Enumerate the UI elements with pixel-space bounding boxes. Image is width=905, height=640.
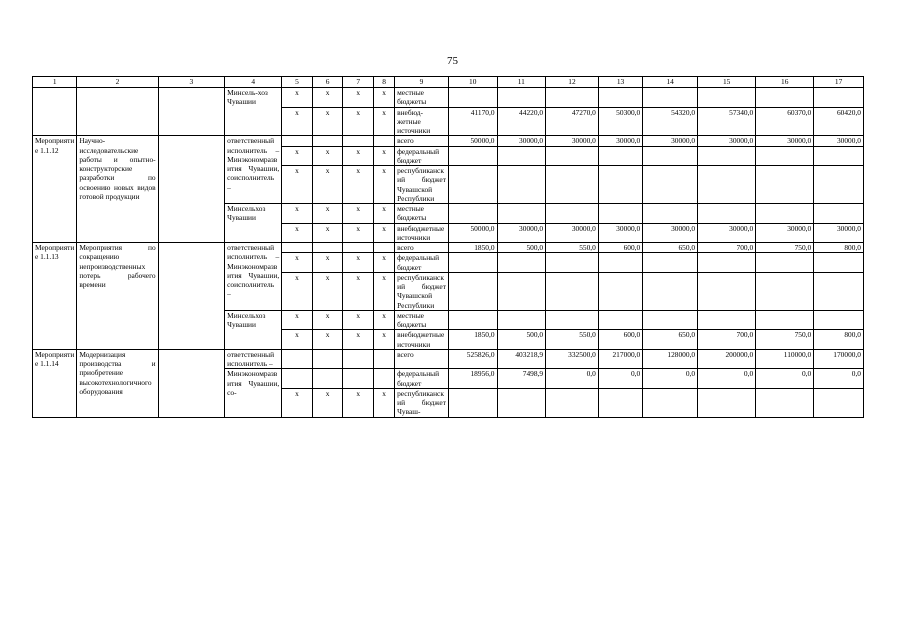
amount-cell: 500,0	[497, 330, 546, 350]
marker-cell	[282, 136, 313, 146]
amount-cell	[698, 146, 756, 166]
amount-cell: 0,0	[546, 369, 599, 389]
amount-cell: 800,0	[814, 243, 864, 253]
amount-cell: 0,0	[756, 369, 814, 389]
amount-cell: 30000,0	[756, 136, 814, 146]
marker-cell: x	[282, 272, 313, 310]
amount-cell	[756, 88, 814, 108]
event-name: Модернизация производства и приобретение высокотехнологичного оборудования	[77, 349, 158, 417]
amount-cell	[814, 204, 864, 224]
marker-cell: x	[312, 223, 343, 243]
amount-cell: 200000,0	[698, 349, 756, 369]
marker-cell: x	[374, 310, 395, 330]
amount-cell	[546, 388, 599, 417]
column-number: 15	[698, 77, 756, 88]
amount-cell	[814, 146, 864, 166]
funding-source: внебюджетные источники	[395, 330, 449, 350]
amount-cell	[643, 146, 698, 166]
amount-cell	[497, 253, 546, 273]
marker-cell	[374, 136, 395, 146]
code-cell	[33, 88, 77, 136]
event-code: Мероприятие 1.1.13	[33, 243, 77, 350]
amount-cell: 54320,0	[643, 107, 698, 136]
amount-cell	[546, 88, 599, 108]
amount-cell	[448, 88, 497, 108]
funding-source: всего	[395, 349, 449, 369]
funding-source: республиканский бюджет Чувашской Республики	[395, 272, 449, 310]
amount-cell: 30000,0	[546, 136, 599, 146]
amount-cell	[497, 88, 546, 108]
marker-cell	[374, 349, 395, 369]
amount-cell	[643, 253, 698, 273]
amount-cell	[497, 166, 546, 204]
amount-cell	[546, 272, 599, 310]
marker-cell: x	[282, 330, 313, 350]
marker-cell	[343, 243, 374, 253]
amount-cell	[598, 166, 642, 204]
amount-cell: 30000,0	[756, 223, 814, 243]
marker-cell: x	[374, 272, 395, 310]
column-number: 1	[33, 77, 77, 88]
marker-cell: x	[312, 88, 343, 108]
table-row	[33, 243, 864, 253]
column-number: 17	[814, 77, 864, 88]
amount-cell: 60420,0	[814, 107, 864, 136]
amount-cell	[698, 272, 756, 310]
column-number: 10	[448, 77, 497, 88]
marker-cell: x	[282, 204, 313, 224]
event-name: Научно-исследовательские работы и опытно-конструкторские разработки по освоению новых видов готовой продукции	[77, 136, 158, 243]
funding-source: местные бюджеты	[395, 88, 449, 108]
responsible-cell: ответственный исполнитель – Минэкономразвития Чувашии, соисполнитель –	[225, 243, 282, 311]
amount-cell: 0,0	[814, 369, 864, 389]
column-number: 7	[343, 77, 374, 88]
marker-cell: x	[343, 388, 374, 417]
marker-cell: x	[282, 107, 313, 136]
marker-cell: x	[312, 107, 343, 136]
responsible-cell: Минсельхоз Чувашии	[225, 310, 282, 349]
blank-cell	[158, 88, 225, 136]
marker-cell: x	[374, 388, 395, 417]
marker-cell: x	[374, 146, 395, 166]
amount-cell	[643, 166, 698, 204]
amount-cell	[698, 253, 756, 273]
marker-cell: x	[374, 204, 395, 224]
blank-cell	[158, 349, 225, 417]
amount-cell: 750,0	[756, 330, 814, 350]
amount-cell: 110000,0	[756, 349, 814, 369]
marker-cell: x	[312, 253, 343, 273]
amount-cell	[698, 88, 756, 108]
marker-cell: x	[343, 204, 374, 224]
marker-cell: x	[343, 330, 374, 350]
amount-cell	[756, 204, 814, 224]
amount-cell: 60370,0	[756, 107, 814, 136]
marker-cell: x	[282, 146, 313, 166]
amount-cell	[546, 310, 599, 330]
column-number: 2	[77, 77, 158, 88]
column-number: 8	[374, 77, 395, 88]
amount-cell: 217000,0	[598, 349, 642, 369]
marker-cell: x	[312, 388, 343, 417]
amount-cell: 550,0	[546, 330, 599, 350]
column-number: 6	[312, 77, 343, 88]
amount-cell	[448, 272, 497, 310]
marker-cell: x	[343, 253, 374, 273]
amount-cell	[497, 272, 546, 310]
marker-cell: x	[343, 223, 374, 243]
amount-cell: 700,0	[698, 330, 756, 350]
amount-cell	[598, 272, 642, 310]
event-name: Мероприятия по сокращению непроизводственных потерь рабочего времени	[77, 243, 158, 350]
amount-cell: 50000,0	[448, 223, 497, 243]
marker-cell	[343, 349, 374, 369]
amount-cell	[814, 272, 864, 310]
header-row	[33, 77, 864, 88]
funding-source: федеральный бюджет	[395, 146, 449, 166]
column-number: 14	[643, 77, 698, 88]
amount-cell	[756, 310, 814, 330]
column-number: 5	[282, 77, 313, 88]
amount-cell: 650,0	[643, 330, 698, 350]
amount-cell: 800,0	[814, 330, 864, 350]
amount-cell	[598, 310, 642, 330]
amount-cell	[546, 146, 599, 166]
amount-cell	[448, 388, 497, 417]
responsible-cell: Минсельхоз Чувашии	[225, 204, 282, 243]
marker-cell	[343, 369, 374, 389]
marker-cell: x	[343, 88, 374, 108]
marker-cell: x	[374, 223, 395, 243]
amount-cell	[698, 166, 756, 204]
amount-cell	[448, 310, 497, 330]
amount-cell	[546, 253, 599, 273]
column-number: 9	[395, 77, 449, 88]
column-number: 12	[546, 77, 599, 88]
budget-table	[32, 76, 864, 418]
amount-cell: 47270,0	[546, 107, 599, 136]
column-number: 3	[158, 77, 225, 88]
amount-cell: 50000,0	[448, 136, 497, 146]
amount-cell: 30000,0	[598, 136, 642, 146]
amount-cell	[546, 166, 599, 204]
marker-cell	[312, 369, 343, 389]
funding-source: федеральный бюджет	[395, 253, 449, 273]
amount-cell: 700,0	[698, 243, 756, 253]
marker-cell	[282, 349, 313, 369]
amount-cell: 7498,9	[497, 369, 546, 389]
amount-cell	[643, 204, 698, 224]
amount-cell: 600,0	[598, 243, 642, 253]
funding-source: республиканский бюджет Чуваш-	[395, 388, 449, 417]
amount-cell	[814, 166, 864, 204]
amount-cell	[756, 388, 814, 417]
amount-cell	[643, 310, 698, 330]
marker-cell: x	[282, 223, 313, 243]
amount-cell	[448, 204, 497, 224]
amount-cell: 30000,0	[698, 223, 756, 243]
amount-cell: 128000,0	[643, 349, 698, 369]
amount-cell	[598, 146, 642, 166]
column-number: 11	[497, 77, 546, 88]
amount-cell	[497, 310, 546, 330]
amount-cell: 41170,0	[448, 107, 497, 136]
amount-cell: 403218,9	[497, 349, 546, 369]
amount-cell: 18956,0	[448, 369, 497, 389]
marker-cell: x	[282, 310, 313, 330]
amount-cell: 30000,0	[546, 223, 599, 243]
marker-cell: x	[374, 330, 395, 350]
amount-cell: 1850,0	[448, 330, 497, 350]
amount-cell	[497, 388, 546, 417]
amount-cell: 30000,0	[814, 223, 864, 243]
amount-cell	[814, 88, 864, 108]
responsible-cell: ответственный исполнитель –	[225, 349, 282, 369]
amount-cell	[448, 146, 497, 166]
responsible-cell: Минэкономразвития Чувашии, со-	[225, 369, 282, 417]
column-number: 4	[225, 77, 282, 88]
marker-cell	[374, 369, 395, 389]
amount-cell: 57340,0	[698, 107, 756, 136]
responsible-cell: Минсель-хоз Чувашии	[225, 88, 282, 136]
blank-cell	[158, 136, 225, 243]
responsible-cell: ответственный исполнитель – Минэкономразвития Чувашии, соисполнитель –	[225, 136, 282, 204]
marker-cell: x	[374, 107, 395, 136]
amount-cell	[698, 388, 756, 417]
marker-cell: x	[312, 166, 343, 204]
blank-cell	[158, 243, 225, 350]
amount-cell: 30000,0	[643, 223, 698, 243]
marker-cell: x	[282, 388, 313, 417]
page-number: 75	[447, 55, 458, 67]
amount-cell: 525826,0	[448, 349, 497, 369]
amount-cell	[598, 388, 642, 417]
marker-cell: x	[312, 204, 343, 224]
amount-cell: 0,0	[598, 369, 642, 389]
marker-cell: x	[312, 146, 343, 166]
marker-cell	[312, 136, 343, 146]
column-number: 16	[756, 77, 814, 88]
marker-cell: x	[374, 88, 395, 108]
amount-cell: 550,0	[546, 243, 599, 253]
marker-cell: x	[312, 330, 343, 350]
amount-cell: 332500,0	[546, 349, 599, 369]
funding-source: всего	[395, 243, 449, 253]
amount-cell	[643, 388, 698, 417]
marker-cell: x	[312, 272, 343, 310]
marker-cell: x	[343, 146, 374, 166]
marker-cell: x	[343, 272, 374, 310]
amount-cell	[756, 146, 814, 166]
table-row	[33, 88, 864, 108]
amount-cell	[756, 166, 814, 204]
amount-cell	[643, 88, 698, 108]
funding-source: республиканский бюджет Чувашской Республики	[395, 166, 449, 204]
marker-cell: x	[282, 253, 313, 273]
amount-cell	[497, 146, 546, 166]
amount-cell	[814, 310, 864, 330]
amount-cell	[698, 204, 756, 224]
amount-cell	[698, 310, 756, 330]
amount-cell: 600,0	[598, 330, 642, 350]
amount-cell	[448, 166, 497, 204]
event-code: Мероприятие 1.1.12	[33, 136, 77, 243]
amount-cell	[756, 272, 814, 310]
amount-cell: 30000,0	[497, 223, 546, 243]
table-row	[33, 349, 864, 369]
funding-source: всего	[395, 136, 449, 146]
amount-cell: 30000,0	[497, 136, 546, 146]
amount-cell	[598, 88, 642, 108]
marker-cell: x	[312, 310, 343, 330]
amount-cell: 0,0	[643, 369, 698, 389]
marker-cell: x	[343, 107, 374, 136]
amount-cell	[643, 272, 698, 310]
amount-cell: 30000,0	[814, 136, 864, 146]
marker-cell	[282, 369, 313, 389]
amount-cell	[546, 204, 599, 224]
amount-cell: 650,0	[643, 243, 698, 253]
marker-cell: x	[282, 88, 313, 108]
amount-cell: 750,0	[756, 243, 814, 253]
funding-source: внебюджетные источники	[395, 223, 449, 243]
amount-cell	[756, 253, 814, 273]
marker-cell: x	[282, 166, 313, 204]
marker-cell: x	[343, 310, 374, 330]
amount-cell: 0,0	[698, 369, 756, 389]
amount-cell: 500,0	[497, 243, 546, 253]
funding-source: местные бюджеты	[395, 204, 449, 224]
amount-cell: 30000,0	[643, 136, 698, 146]
marker-cell	[374, 243, 395, 253]
amount-cell: 170000,0	[814, 349, 864, 369]
amount-cell	[814, 388, 864, 417]
amount-cell: 30000,0	[698, 136, 756, 146]
amount-cell	[598, 204, 642, 224]
marker-cell	[312, 349, 343, 369]
marker-cell: x	[374, 166, 395, 204]
amount-cell: 30000,0	[598, 223, 642, 243]
marker-cell	[343, 136, 374, 146]
funding-source: внебюд-жетные источники	[395, 107, 449, 136]
name-cell	[77, 88, 158, 136]
marker-cell	[312, 243, 343, 253]
event-code: Мероприятие 1.1.14	[33, 349, 77, 417]
marker-cell: x	[374, 253, 395, 273]
amount-cell	[814, 253, 864, 273]
amount-cell: 44220,0	[497, 107, 546, 136]
amount-cell	[448, 253, 497, 273]
amount-cell	[497, 204, 546, 224]
funding-source: федеральный бюджет	[395, 369, 449, 389]
marker-cell: x	[343, 166, 374, 204]
amount-cell: 1850,0	[448, 243, 497, 253]
amount-cell	[598, 253, 642, 273]
column-number: 13	[598, 77, 642, 88]
funding-source: местные бюджеты	[395, 310, 449, 330]
marker-cell	[282, 243, 313, 253]
amount-cell: 50300,0	[598, 107, 642, 136]
table-row	[33, 136, 864, 146]
